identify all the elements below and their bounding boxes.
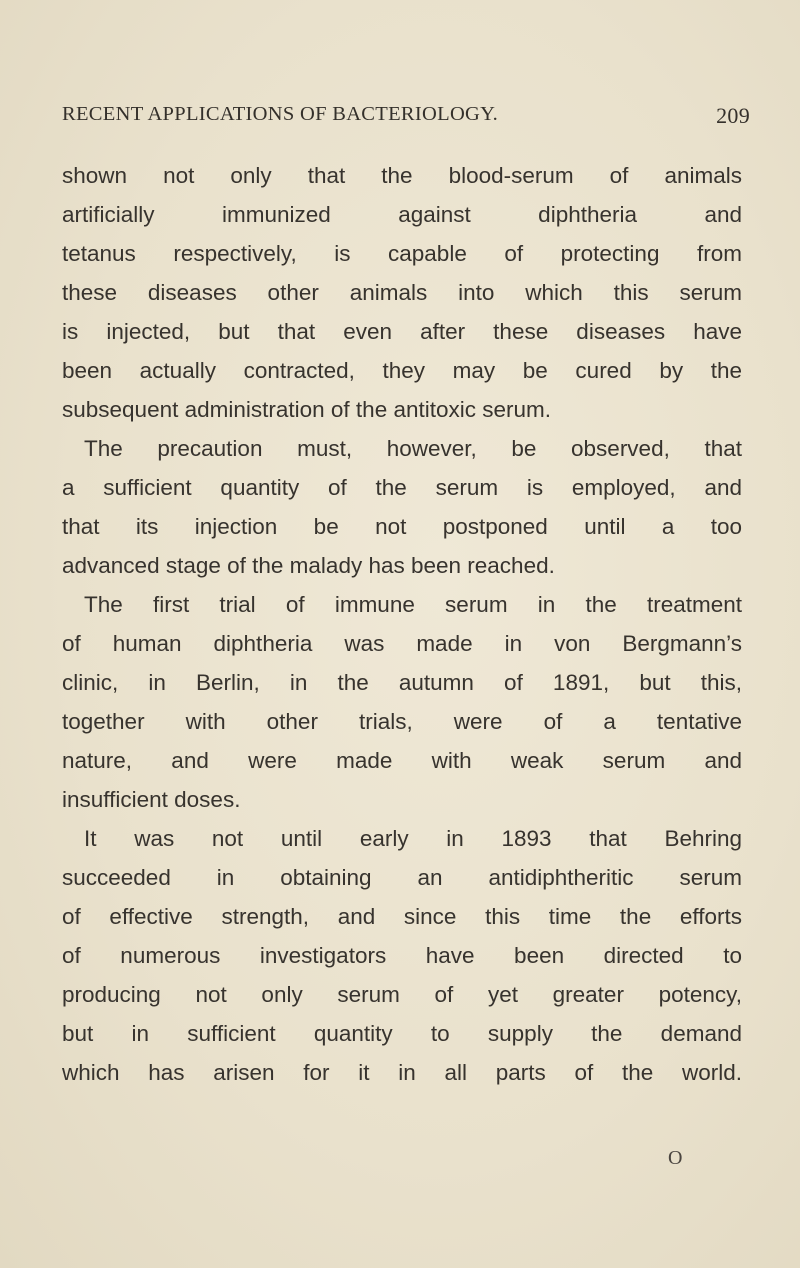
text-line: The precaution must, however, be observed, that <box>84 436 742 461</box>
text-line: but in sufficient quantity to supply the demand <box>62 1021 742 1046</box>
text-line: shown not only that the blood-serum of animals <box>62 163 742 188</box>
body-text <box>62 156 742 1092</box>
text-line: advanced stage of the malady has been reached. <box>62 553 555 578</box>
text-line: a sufficient quantity of the serum is employed, and <box>62 475 742 500</box>
text-line: succeeded in obtaining an antidiphtheritic serum <box>62 865 742 890</box>
text-line: artificially immunized against diphtheria and <box>62 202 742 227</box>
text-line: The first trial of immune serum in the treatment <box>84 592 742 617</box>
signature-mark: O <box>668 1147 683 1169</box>
page-number: 209 <box>716 103 750 128</box>
text-line: subsequent administration of the antitoxic serum. <box>62 397 552 422</box>
text-line: these diseases other animals into which this serum <box>62 280 742 305</box>
text-line: of effective strength, and since this time the efforts <box>62 904 742 929</box>
text-line: of human diphtheria was made in von Bergmann’s <box>62 631 742 656</box>
running-head-title: RECENT APPLICATIONS OF BACTERIOLOGY. <box>62 103 499 125</box>
text-line: It was not until early in 1893 that Behring <box>84 826 742 851</box>
text-line: nature, and were made with weak serum and <box>62 748 742 773</box>
text-line: insufficient doses. <box>62 787 241 812</box>
text-line: that its injection be not postponed until a too <box>62 514 742 539</box>
text-line: tetanus respectively, is capable of protecting from <box>62 241 742 266</box>
text-line: producing not only serum of yet greater potency, <box>62 982 742 1007</box>
running-head <box>62 103 752 135</box>
text-line: been actually contracted, they may be cured by the <box>62 358 742 383</box>
text-line: which has arisen for it in all parts of the world. <box>62 1060 742 1085</box>
text-line: of numerous investigators have been directed to <box>62 943 742 968</box>
text-line: together with other trials, were of a tentative <box>62 709 742 734</box>
text-line: is injected, but that even after these diseases have <box>62 319 742 344</box>
text-line: clinic, in Berlin, in the autumn of 1891, but this, <box>62 670 742 695</box>
